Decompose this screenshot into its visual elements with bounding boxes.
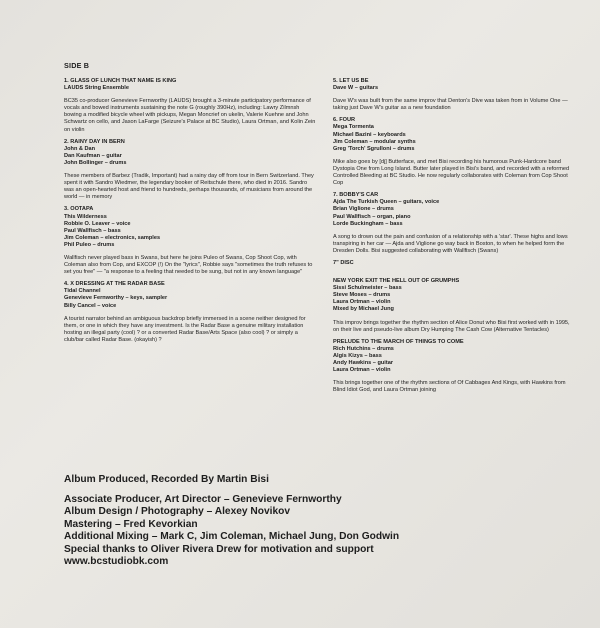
track-credit: LAUDS String Ensemble	[64, 85, 129, 92]
album-credits	[64, 494, 399, 568]
track-credit: John Bollinger – drums	[64, 159, 127, 166]
track-title: 2. RAINY DAY IN BERN	[64, 138, 125, 145]
track-title: 5. LET US BE	[333, 78, 369, 84]
credit-line: Associate Producer, Art Director – Genevieve Fernworthy	[64, 494, 342, 505]
track-credit: Sissi Schulmeister – bass	[333, 285, 402, 292]
credit-line: Album Design / Photography – Alexey Novikov	[64, 506, 291, 518]
track-entry	[64, 281, 316, 344]
track-credit: Brian Viglione – drums	[333, 206, 394, 213]
track-description: Mike also goes by [dj] Butterface, and met Bisi recording his humorous Punk-Hardcore band Dystopia One from Long Island. Butter later played in Bisi's band, and recorded with a reformed Controlled Bleeding at BC Studio. He now regularly collaborates with Coleman from Cop Shoot Cop	[333, 158, 570, 187]
produced-by: Album Produced, Recorded By Martin Bisi	[64, 474, 269, 485]
track-entry	[333, 117, 573, 187]
track-credit: Rich Hutchins – drums	[333, 345, 394, 352]
track-credit: Phil Puleo – drums	[64, 241, 115, 248]
track-credit: Dan Kaufman – guitar	[64, 152, 122, 159]
track-title: 1. GLASS OF LUNCH THAT NAME IS KING	[64, 78, 177, 84]
track-credit: Michael Bazini – keyboards	[333, 131, 406, 138]
track-description: Wallfisch never played bass in Swans, but here he joins Puleo of Swans, Cop Shoot Cop, with Coleman also from Cop, and EXCOP (!) On the "lyrics", Robbie says "sometimes the truth refuses to set you free" — "a response to a feeling that needed to be sung, but not in any known language"	[64, 254, 313, 276]
track-credit: Paul Wallfisch – organ, piano	[333, 213, 411, 220]
track-description: Dave W's was built from the same improv that Denton's Dive was taken from in Volume One — taking just Dave W's guitar as a new foundation	[333, 98, 568, 112]
track-credit: Robbie O. Leaver – voice	[64, 220, 131, 227]
track-credit: Algis Kizys – bass	[333, 352, 382, 359]
disc-label: 7" DISC	[333, 259, 354, 266]
track-title: 7. BOBBY'S CAR	[333, 192, 379, 199]
track-credit: Greg 'Torch' Sgrulloni – drums	[333, 145, 415, 152]
track-credit: Tidal Channel	[64, 288, 101, 295]
track-title: 4. X DRESSING AT THE RADAR BASE	[64, 281, 165, 288]
track-title: 6. FOUR	[333, 117, 356, 124]
track-credit: Paul Wallfisch – bass	[64, 227, 121, 234]
track-credit: Andy Hawkins – guitar	[333, 360, 393, 366]
track-description: A tourist narrator behind an ambiguous backdrop briefly immersed in a scene neither designed for them, or one in which they have any investment. Is the Radar Base a genuine military installation hosting an illegal party (cool) ? or a converted Radar Base/Arts Space (also cool) ? or simply a club/bar called Radar Base. (okayish) ?	[64, 315, 306, 343]
track-entry	[333, 339, 573, 395]
track-entry	[64, 78, 316, 134]
track-title: NEW YORK EXIT THE HELL OUT OF GRUMPHS	[333, 278, 460, 285]
website-url: www.bcstudiobk.com	[64, 556, 169, 568]
track-credit: Jim Coleman – electronics, samples	[64, 234, 161, 241]
track-credit: This Wilderness	[64, 213, 107, 220]
track-description: This improv brings together the rhythm section of Alice Donut who Bisi first worked with in 1995, on their live and pseudo-live album Dry Humping The Cash Cow (Alternative Tentacles)	[333, 319, 570, 333]
track-credit: Genevieve Fernworthy – keys, sampler	[64, 295, 168, 302]
track-entry	[333, 192, 573, 255]
left-column	[64, 78, 316, 349]
track-credit: Billy Cancel – voice	[64, 302, 117, 309]
disc-track-list	[333, 278, 573, 394]
credit-line: Special thanks to Oliver Rivera Drew for motivation and support	[64, 543, 374, 555]
track-entry	[333, 278, 573, 334]
track-credit: Jim Coleman – modular synths	[333, 138, 416, 145]
track-credit: Laura Ortman – violin	[333, 299, 391, 306]
credit-line: Additional Mixing – Mark C, Jim Coleman, Michael Jung, Don Godwin	[64, 531, 400, 543]
right-track-list	[333, 78, 573, 255]
track-description: A song to drown out the pain and confusion of a relationship with a 'star'. These highs and lows transpiring in her car — Ajda and Viglione go way back in Boston, to when he helped form the Dresden Dolls. Bisi suggested collaborating with Wallfisch (Swans)	[333, 233, 568, 254]
track-description: These members of Barbez (Tradik, Important) had a rainy day off from tour in Bern Switzerland. They spent it with Sandro Wiedmer, the legendary booker of Reitschule there, who died in 2016. Sandro was an open-hearted host and friend to hundreds, perhaps thousands, of musicians from around the world — in memory	[64, 173, 314, 201]
track-description: BC35 co-producer Genevieve Fernworthy (LAUDS) brought a 3-minute participatory performance of vocals and bowed instruments sustaining the note G (roughly 390Hz), including: Lawry Zilmnsh bowing a modified bicycle wheel with pickups, Megan Moncrief on ukelin, Valerie Kuehne and John Schwartz on cello, and Jason LaFarge (Seizure's Palace at BC Studio), Laura Ortman, and Kolin Zein on violin	[64, 98, 316, 133]
track-entry	[64, 139, 316, 202]
track-credit: Mega Tormenta	[333, 124, 374, 131]
side-label: SIDE B	[64, 61, 90, 70]
credit-line: Mastering – Fred Kevorkian	[64, 518, 198, 530]
track-description: This brings together one of the rhythm sections of Of Cabbages And Kings, with Hawkins from Blind Idiot God, and Laura Ortman joining	[333, 380, 566, 394]
track-credit: Laura Ortman – violin	[333, 367, 391, 374]
track-credit: Lorde Buckingham – bass	[333, 220, 403, 227]
track-title: PRELUDE TO THE MARCH OF THINGS TO COME	[333, 338, 464, 345]
track-credit: Steve Moses – drums	[333, 292, 391, 299]
track-title: 3. OOTAPA	[64, 206, 94, 213]
track-credit: John & Dan	[64, 145, 96, 152]
track-entry	[333, 78, 573, 112]
track-credit: Mixed by Michael Jung	[333, 306, 394, 313]
track-credit: Dave W – guitars	[333, 85, 379, 92]
track-entry	[64, 206, 316, 276]
right-column	[333, 78, 573, 399]
track-credit: Ajda The Turkish Queen – guitars, voice	[333, 199, 440, 206]
